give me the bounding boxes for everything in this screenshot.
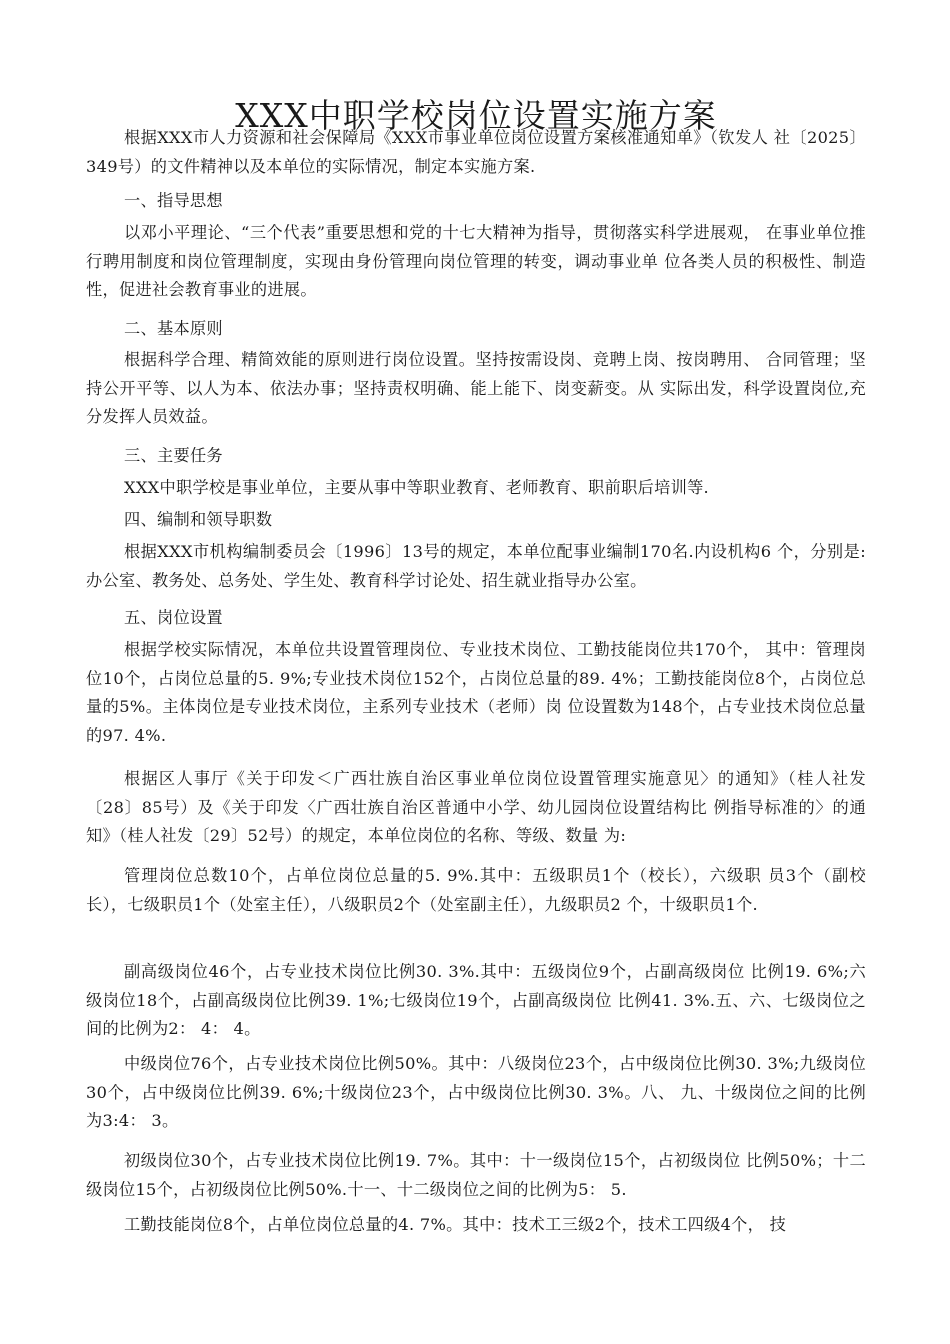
section-heading-basic-principles: 二、基本原则 [124,319,223,338]
section-heading-guiding-ideology: 一、指导思想 [124,191,223,210]
section-body-staffing: 根据XXX市机构编制委员会〔1996〕13号的规定，本单位配事业编制170名.内设机构6 个，分别是:办公室、教务处、总务处、学生处、教育科学讨论处、招生就业指导办公室。 [86,542,866,590]
section-heading-staffing: 四、编制和领导职数 [124,510,273,529]
section-body-guiding-ideology: 以邓小平理论、“三个代表”重要思想和党的十七大精神为指导，贯彻落实科学进展观， 在事业单位推行聘用制度和岗位管理制度，实现由身份管理向岗位管理的转变，调动事业单 位各类人员的积极性、制造性，促进社会教育事业的进展。 [86,223,866,299]
section-body-main-tasks: XXX中职学校是事业单位，主要从事中等职业教育、老师教育、职前职后培训等. [124,478,710,497]
deputy-senior-posts-paragraph: 副高级岗位46个，占专业技术岗位比例30. 3%.其中：五级岗位9个，占副高级岗位 比例19. 6%;六级岗位18个，占副高级岗位比例39. 1%;七级岗位19个，占副高级岗位 比例41. 3%.五、六、七级岗位之间的比例为2： 4： 4。 [86,962,866,1038]
section-heading-main-tasks: 三、主要任务 [124,446,223,465]
intro-paragraph: 根据XXX市人力资源和社会保障局《XXX市事业单位岗位设置方案核准通知单》（钦发人 社〔2025〕349号）的文件精神以及本单位的实际情况，制定本实施方案. [86,128,866,176]
skilled-worker-posts-paragraph: 工勤技能岗位8个，占单位岗位总量的4. 7%。其中：技术工三级2个，技术工四级4个， 技 [124,1215,787,1234]
document-title: XXX中职学校岗位设置实施方案 [235,96,717,136]
section-body-basic-principles: 根据科学合理、精简效能的原则进行岗位设置。坚持按需设岗、竞聘上岗、按岗聘用、 合同管理；坚持公开平等、以人为本、依法办事；坚持责权明确、能上能下、岗变薪变。从 实际出发，科学设置岗位,充分发挥人员效益。 [86,350,866,426]
section-heading-post-setting: 五、岗位设置 [124,608,223,627]
intermediate-posts-paragraph: 中级岗位76个，占专业技术岗位比例50%。其中：八级岗位23个，占中级岗位比例30. 3%;九级岗位30个，占中级岗位比例39. 6%;十级岗位23个，占中级岗位比例30. 3%。八、 九、十级岗位之间的比例为3:4： 3。 [86,1054,866,1130]
post-setting-overview: 根据学校实际情况，本单位共设置管理岗位、专业技术岗位、工勤技能岗位共170个， 其中：管理岗位10个，占岗位总量的5. 9%;专业技术岗位152个，占岗位总量的89. 4%；工勤技能岗位8个，占岗位总量的5%。主体岗位是专业技术岗位，主系列专业技术（老师）岗 位设置数为148个，占专业技术岗位总量的97. 4%. [86,640,866,745]
junior-posts-paragraph: 初级岗位30个，占专业技术岗位比例19. 7%。其中：十一级岗位15个，占初级岗位 比例50%；十二级岗位15个，占初级岗位比例50%.十一、十二级岗位之间的比例为5： 5. [86,1151,866,1199]
post-setting-regulations: 根据区人事厅《关于印发＜广西壮族自治区事业单位岗位设置管理实施意见〉的通知》（桂人社发〔28〕85号）及《关于印发〈广西壮族自治区普通中小学、幼儿园岗位设置结构比 例指导标准的〉的通知》（桂人社发〔29〕52号）的规定，本单位岗位的名称、等级、数量 为: [86,769,866,845]
management-posts-paragraph: 管理岗位总数10个，占单位岗位总量的5. 9%.其中：五级职员1个（校长），六级职 员3个（副校长），七级职员1个（处室主任），八级职员2个（处室副主任），九级职员2 个，十级职员1个. [86,866,866,914]
